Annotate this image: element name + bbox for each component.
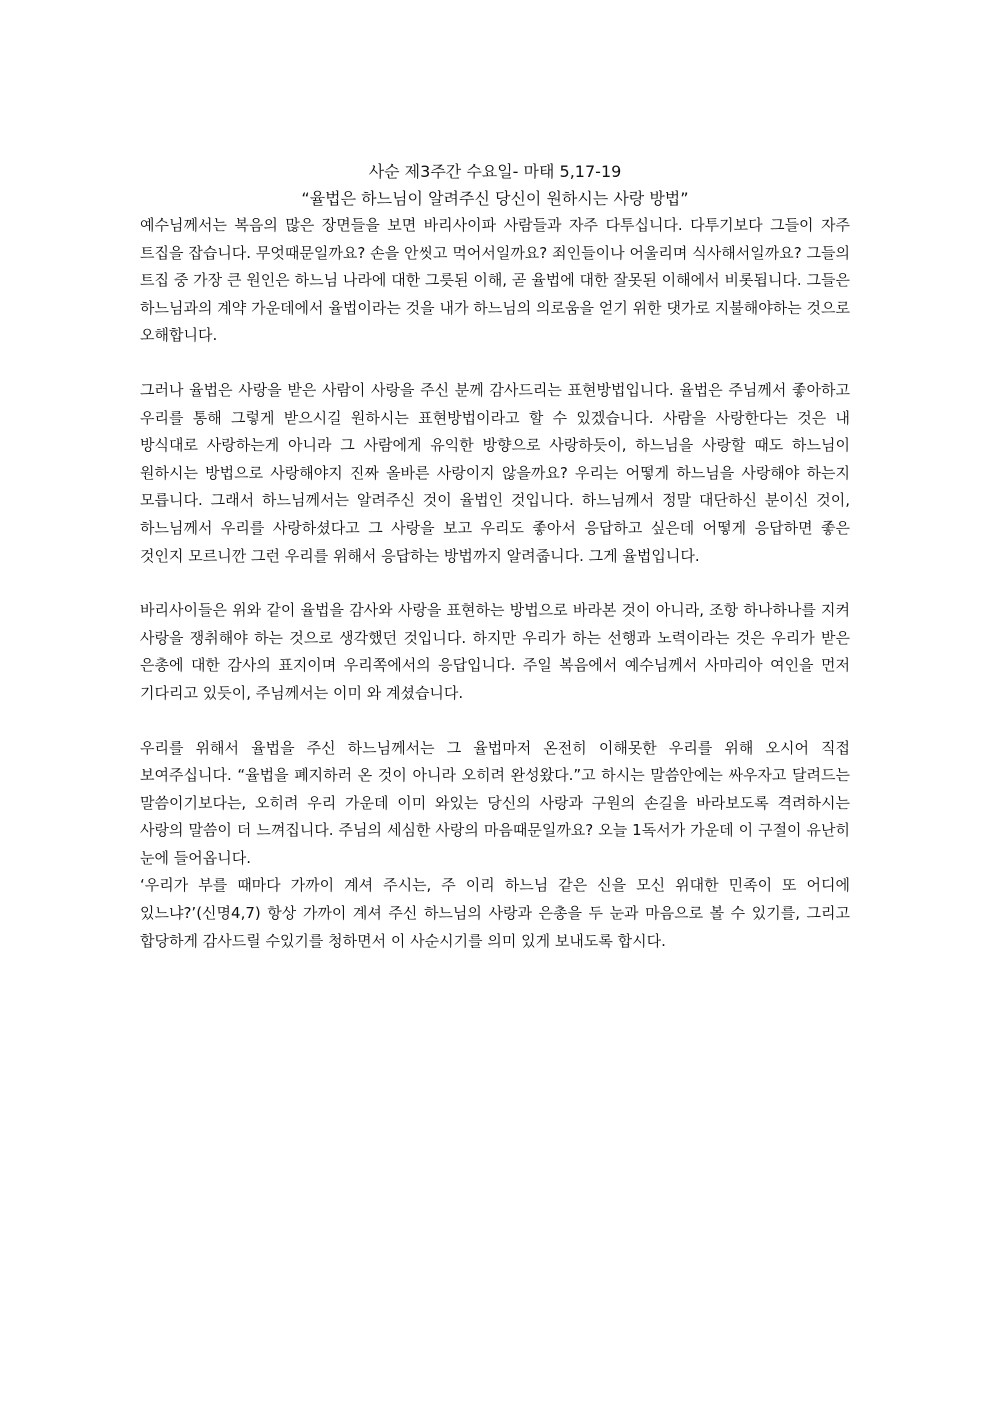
document-body (140, 212, 850, 955)
paragraph-2: 그러나 율법은 사랑을 받은 사람이 사랑을 주신 분께 감사드리는 표현방법입니다. 율법은 주님께서 좋아하고 우리를 통해 그렇게 받으시길 원하시는 표현방법이라고 할 수 있겠습니다. 사람을 사랑한다는 것은 내 방식대로 사랑하는게 아니라 그 사람에게 유익한 방향으로 사랑하듯이, 하느님을 사랑할 때도 하느님이 원하시는 방법으로 사랑해야지 진짜 올바른 사랑이지 않을까요? 우리는 어떻게 하느님을 사랑해야 하는지 모릅니다. 그래서 하느님께서는 알려주신 것이 율법인 것입니다. 하느님께서 정말 대단하신 분이신 것이, 하느님께서 우리를 사랑하셨다고 그 사랑을 보고 우리도 좋아서 응답하고 싶은데 어떻게 응답하면 좋은 것인지 모르니깐 그런 우리를 위해서 응답하는 방법까지 알려줍니다. 그게 율법입니다. (140, 380, 850, 565)
paragraph-gap (140, 570, 850, 597)
document-page (140, 158, 850, 955)
paragraph-1: 예수님께서는 복음의 많은 장면들을 보면 바리사이파 사람들과 자주 다투십니다. 다투기보다 그들이 자주 트집을 잡습니다. 무엇때문일까요? 손을 안씻고 먹어서일까요? 죄인들이나 어울리며 식사해서일까요? 그들의 트집 중 가장 큰 원인은 하느님 나라에 대한 그릇된 이해, 곧 율법에 대한 잘못된 이해에서 비롯됩니다. 그들은 하느님과의 계약 가운데에서 율법이라는 것을 내가 하느님의 의로움을 얻기 위한 댓가로 지불해야하는 것으로 오해합니다. (140, 216, 850, 345)
paragraph-5: ‘우리가 부를 때마다 가까이 계셔 주시는, 주 이리 하느님 같은 신을 모신 위대한 민족이 또 어디에 있느냐?’(신명4,7) 항상 가까이 계셔 주신 하느님의 사랑과 은총을 두 눈과 마음으로 볼 수 있기를, 그리고 합당하게 감사드릴 수있기를 청하면서 이 사순시기를 의미 있게 보내도록 합시다. (140, 876, 850, 950)
paragraph-3: 바리사이들은 위와 같이 율법을 감사와 사랑을 표현하는 방법으로 바라본 것이 아니라, 조항 하나하나를 지켜 사랑을 쟁취해야 하는 것으로 생각했던 것입니다. 하지만 우리가 하는 선행과 노력이라는 것은 우리가 받은 은총에 대한 감사의 표지이며 우리쪽에서의 응답입니다. 주일 복음에서 예수님께서 사마리아 여인을 먼저 기다리고 있듯이, 주님께서는 이미 와 계셨습니다. (140, 601, 850, 702)
paragraph-gap (140, 350, 850, 377)
document-title-line-2: “율법은 하느님이 알려주신 당신이 원하시는 사랑 방법” (301, 189, 689, 208)
document-title-line-1: 사순 제3주간 수요일- 마태 5,17-19 (368, 162, 622, 181)
paragraph-4: 우리를 위해서 율법을 주신 하느님께서는 그 율법마저 온전히 이해못한 우리를 위해 오시어 직접 보여주십니다. “율법을 폐지하러 온 것이 아니라 오히려 완성왔다.”고 하시는 말씀안에는 싸우자고 달려드는 말씀이기보다는, 오히려 우리 가운데 이미 와있는 당신의 사랑과 구원의 손길을 바라보도록 격려하시는 사랑의 말씀이 더 느껴집니다. 주님의 세심한 사랑의 마음때문일까요? 오늘 1독서가 가운데 이 구절이 유난히 눈에 들어옵니다. (140, 738, 850, 867)
paragraph-gap (140, 708, 850, 735)
